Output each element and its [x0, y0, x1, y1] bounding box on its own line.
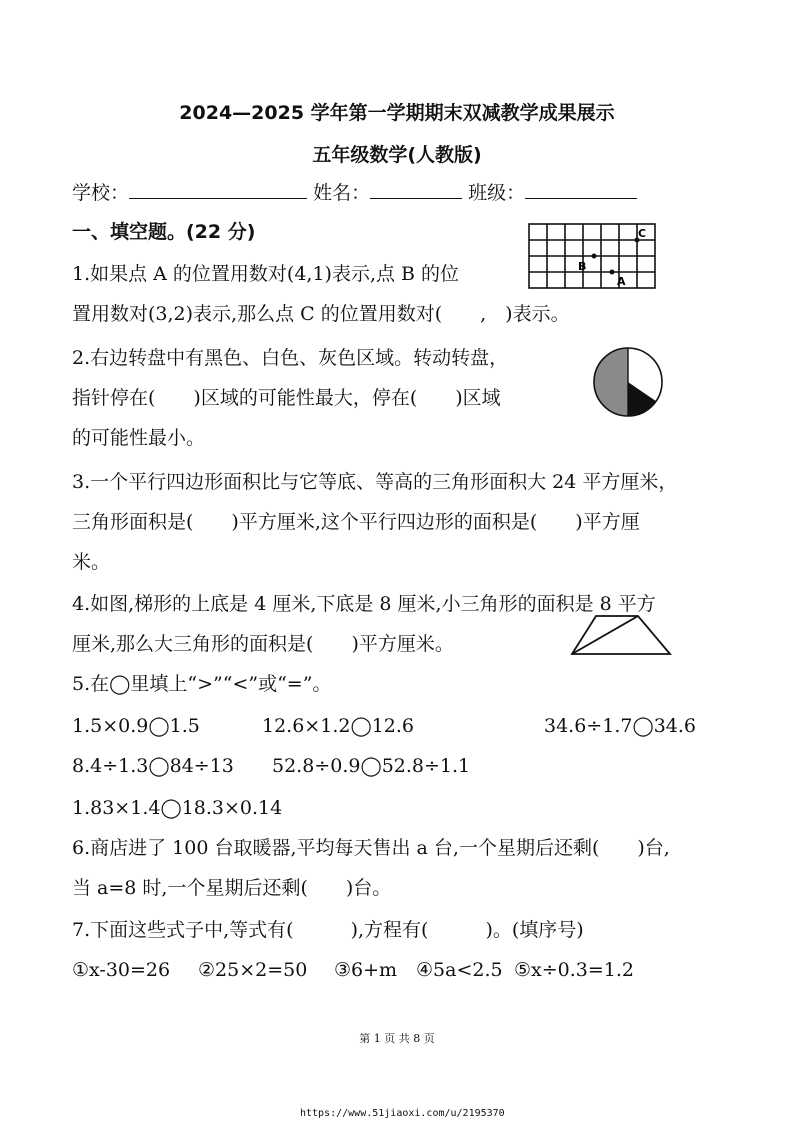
page-number: 第 1 页 共 8 页 [359, 1032, 435, 1045]
grid-point-a [610, 270, 615, 275]
q3-line3: 米。 [72, 551, 111, 573]
name-label: 姓名： [313, 182, 371, 204]
q6-line1: 6.商店进了 100 台取暖器,平均每天售出 a 台,一个星期后还剩( )台, [72, 837, 670, 859]
q5-line1: 5.在◯里填上“>”“<”或“=”。 [72, 673, 332, 695]
q2-line2: 指针停在( )区域的可能性最大，停在( )区域 [72, 387, 501, 409]
q7-item-1: ①x-30=26 [72, 959, 171, 981]
coordinate-grid-figure [527, 222, 657, 290]
grid-label-a: A [617, 275, 626, 288]
q7-line1: 7.下面这些式子中,等式有( ),方程有( )。(填序号) [72, 919, 584, 941]
q6-line2: 当 a=8 时,一个星期后还剩( )台。 [72, 877, 392, 899]
name-blank[interactable] [370, 180, 462, 199]
source-url[interactable]: https://www.51jiaoxi.com/u/2195370 [300, 1108, 505, 1119]
trapezoid-figure [568, 612, 674, 658]
q4-line1: 4.如图,梯形的上底是 4 厘米,下底是 8 厘米,小三角形的面积是 8 平方 [72, 593, 656, 615]
q7-item-4: ④5a<2.5 [416, 959, 503, 981]
q1-line1: 1.如果点 A 的位置用数对(4,1)表示,点 B 的位 [72, 263, 460, 285]
grid-label-b: B [578, 260, 587, 273]
q2-line3: 的可能性最小。 [72, 427, 206, 449]
spinner-gray-region [594, 348, 628, 416]
school-label: 学校： [72, 182, 130, 204]
q5-item-5: 52.8÷0.9◯52.8÷1.1 [272, 755, 471, 777]
class-label: 班级： [468, 182, 526, 204]
class-blank[interactable] [525, 180, 637, 199]
grid-point-b [592, 254, 597, 259]
section-heading: 一、填空题。(22 分) [72, 221, 256, 243]
student-info-row [72, 180, 637, 205]
school-blank[interactable] [129, 180, 307, 199]
grid-label-c: C [638, 227, 647, 240]
spinner-figure [590, 346, 670, 418]
q7-item-5: ⑤x÷0.3=1.2 [514, 959, 635, 981]
q5-item-3: 34.6÷1.7◯34.6 [544, 715, 697, 737]
document-subtitle: 五年级数学(人教版) [312, 144, 482, 166]
document-title: 2024—2025 学年第一学期期末双减教学成果展示 [179, 102, 615, 124]
q3-line1: 3.一个平行四边形面积比与它等底、等高的三角形面积大 24 平方厘米， [72, 471, 678, 493]
q2-line1: 2.右边转盘中有黑色、白色、灰色区域。转动转盘， [72, 347, 509, 369]
q5-item-2: 12.6×1.2◯12.6 [262, 715, 415, 737]
q3-line2: 三角形面积是( )平方厘米,这个平行四边形的面积是( )平方厘 [72, 511, 640, 533]
q5-item-1: 1.5×0.9◯1.5 [72, 715, 200, 737]
q7-item-3: ③6+m [334, 959, 398, 981]
q4-line2: 厘米,那么大三角形的面积是( )平方厘米。 [72, 633, 454, 655]
q5-item-4: 8.4÷1.3◯84÷13 [72, 755, 234, 777]
q1-line2: 置用数对(3,2)表示,那么点 C 的位置用数对( , )表示。 [72, 303, 570, 325]
q7-item-2: ②25×2=50 [198, 959, 308, 981]
q5-item-6: 1.83×1.4◯18.3×0.14 [72, 797, 283, 819]
